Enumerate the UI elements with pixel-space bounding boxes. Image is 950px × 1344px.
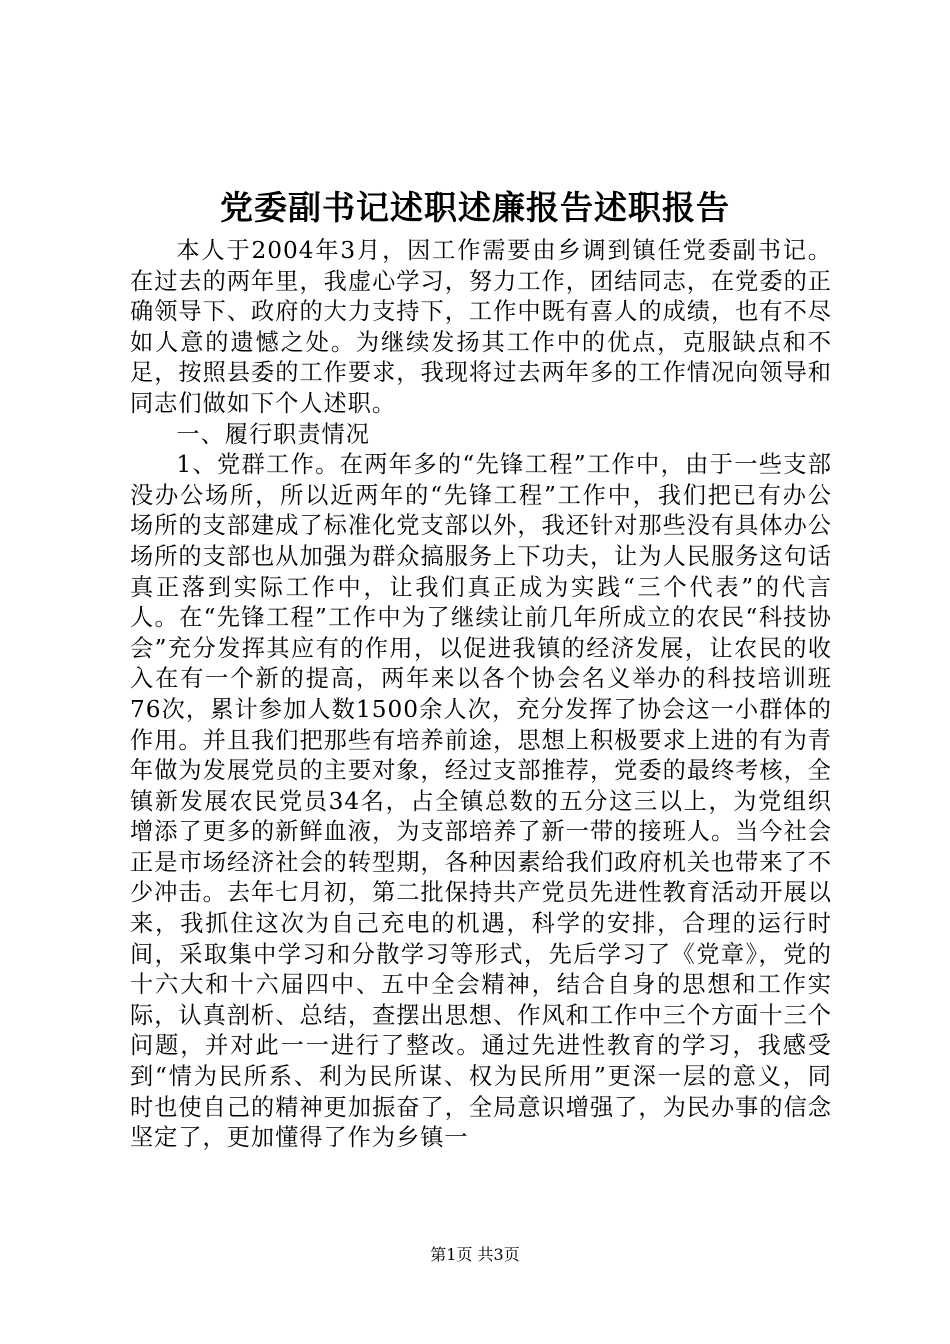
section-heading: 一、履行职责情况	[176, 420, 370, 448]
intro-paragraph: 本人于2004年3月，因工作需要由乡调到镇任党委副书记。在过去的两年里，我虚心学习，努力工作，团结同志，在党委的正确领导下、政府的大力支持下，工作中既有喜人的成绩，也有不尽如人意的遗憾之处。为继续发扬其工作中的优点，克服缺点和不足，按照县委的工作要求，我现将过去两年多的工作情况向领导和同志们做如下个人述职。	[130, 237, 832, 417]
page-footer: 第1页 共3页	[430, 1245, 520, 1264]
document-title: 党委副书记述职述廉报告述职报告	[220, 188, 730, 227]
document-body	[130, 236, 832, 1154]
section-item-paragraph: 1、党群工作。在两年多的“先锋工程”工作中，由于一些支部没办公场所，所以近两年的“先锋工程”工作中，我们把已有办公场所的支部建成了标准化党支部以外，我还针对那些没有具体办公场所的支部也从加强为群众搞服务上下功夫，让为人民服务这句话真正落到实际工作中，让我们真正成为实践“三个代表”的代言人。在“先锋工程”工作中为了继续让前几年所成立的农民“科技协会”充分发挥其应有的作用，以促进我镇的经济发展，让农民的收入在有一个新的提高，两年来以各个协会名义举办的科技培训班76次，累计参加人数1500余人次，充分发挥了协会这一小群体的作用。并且我们把那些有培养前途，思想上积极要求上进的有为青年做为发展党员的主要对象，经过支部推荐，党委的最终考核，全镇新发展农民党员34名，占全镇总数的五分这三以上，为党组织增添了更多的新鲜血液，为支部培养了新一带的接班人。当今社会正是市场经济社会的转型期，各种因素给我们政府机关也带来了不少冲击。去年七月初，第二批保持共产党员先进性教育活动开展以来，我抓住这次为自己充电的机遇，科学的安排，合理的运行时间，采取集中学习和分散学习等形式，先后学习了《党章》，党的十六大和十六届四中、五中全会精神，结合自身的思想和工作实际，认真剖析、总结，查摆出思想、作风和工作中三个方面十三个问题，并对此一一进行了整改。通过先进性教育的学习，我感受到“情为民所系、利为民所谋、权为民所用”更深一层的意义，同时也使自己的精神更加振奋了，全局意识增强了，为民办事的信念坚定了，更加懂得了作为乡镇一	[130, 451, 832, 1152]
